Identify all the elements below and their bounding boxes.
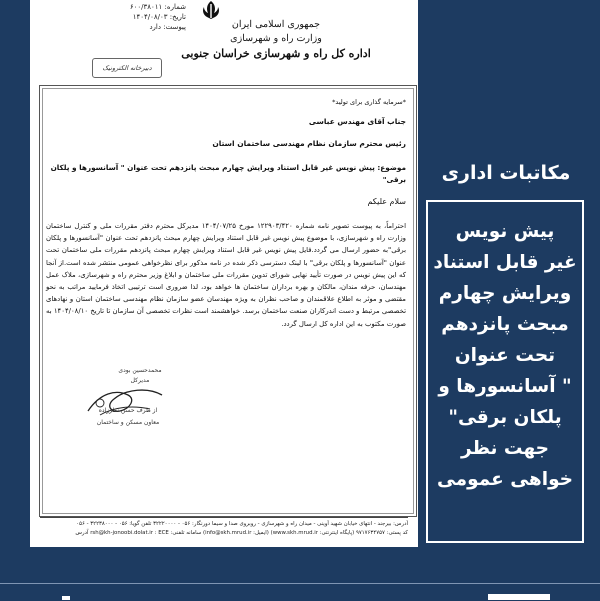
panel-line: ویرایش چهارم xyxy=(438,283,572,304)
panel-title: مکاتبات اداری xyxy=(441,162,571,184)
panel-line: مبحث پانزدهم xyxy=(441,314,569,335)
panel-line: پلکان برقی" xyxy=(448,407,562,428)
panel-line: پیش نویس xyxy=(455,221,555,242)
letter-attachment: پیوست: دارد xyxy=(149,23,186,31)
panel-line: جهت نظر xyxy=(460,438,550,459)
letter-paragraph: احتراماً، به پیوست تصویر نامه شماره ۱۲۲۹۰۳/۴۲۰ مورخ ۱۴۰۴/۰۷/۲۵ مدیرکل محترم دفتر مقررات ملی و کنترل ساختمان وزارت راه و شهرسازی، با موضوع پیش نویس غیر قابل استناد ویرایش چهارم مبحث پانزدهم تحت عنوان "آسانسورها و پلکان برقی"به حضور ارسال می گردد.فایل پیش نویس غیر قابل استناد ویرایش چهارم مبحث پانزدهم مقررات ملی ساختمان تحت عنوان "آسانسورها و پلکان برقی" با لینک دسترسی ذکر شده در نامه مذکور برای نظرخواهی عمومی منتشر شده است.از آنجا که این پیش نویس در صورت تأیید نهایی شورای تدوین مقررات ملی ساختمان و ابلاغ وزیر محترم راه و شهرسازی، ملاک عمل مهندسان، حرفه مندان، مالکان و بهره برداران ساختمان ها خواهد بود، لذا ضروری است ترتیبی اتخاذ فرمایید مراتب به نحو مقتضی و موثر به اطلاع علاقمندان و صاحب نظران به ویژه مهندسان عضو سازمان نظام مهندسی ساختمان استان و نهادهای تخصصی مرتبط و دست اندرکاران صنعت ساختمان برسد. خواهشمند است نظرات تخصصی آن سازمان تا تاریخ ۱۴۰۴/۰۸/۱۰ به صورت مکتوب به این اداره کل ارسال گردد. xyxy=(46,222,406,328)
panel-line: غیر قابل استناد xyxy=(433,252,577,273)
bottom-badge xyxy=(488,594,550,600)
footer-divider xyxy=(40,517,408,518)
signature-block xyxy=(70,365,190,435)
iran-emblem-icon xyxy=(198,0,224,20)
letter-footer xyxy=(40,520,408,538)
bottom-mark xyxy=(62,596,70,600)
panel-summary-text xyxy=(432,216,578,495)
panel-line: خواهی عمومی xyxy=(436,469,574,490)
org-line-republic: جمهوری اسلامی ایران xyxy=(231,19,321,30)
footer-contact: کد پستی: ۹۷۱۷۶۳۴۷۵۷ (پایگاه اینترنتی: www.skh.mrud.ir) (ایمیل: info@skh.mrud.ir) سامانه تلفنی: rsh@kh-jonoobi.dolat.ir : ECE آدرس xyxy=(75,530,408,536)
signer-name: محمدحسین بودی xyxy=(118,367,162,374)
secretariat-stamp: دبیرخانه الکترونیک xyxy=(92,58,162,78)
letter-body xyxy=(46,96,406,330)
letter-slogan: *سرمایه گذاری برای تولید* xyxy=(332,98,406,106)
letter-document xyxy=(30,0,418,547)
letter-subject: موضوع: پیش نویس غیر قابل استناد ویرایش چهارم مبحث پانزدهم تحت عنوان " آسانسورها و پلکان برقی" xyxy=(50,163,406,184)
panel-line: تحت عنوان xyxy=(454,345,556,366)
signer-role: مدیرکل xyxy=(130,377,150,384)
panel-line: " آسانسورها و xyxy=(438,376,572,397)
organization-name xyxy=(170,18,382,62)
letter-number: شماره: ۶۰۰/۳۸۰۱۱ xyxy=(129,3,186,11)
footer-address: آدرس: بیرجند - انتهای خیابان شهید آوینی - میدان راه و شهرسازی - روبروی صدا و سیما دورنگار: ۰۵۶ - ۳۲۲۲۰۰۰۰ تلفن گویا: ۰۵۶ - ۳۲۲۳۸۰۰۰ - ۰۵۶ xyxy=(76,521,408,527)
letter-date: تاریخ: ۱۴۰۴/۰۸/۰۳ xyxy=(132,13,186,21)
letter-header xyxy=(30,0,418,80)
recipient-title: رئیس محترم سازمان نظام مهندسی ساختمان استان xyxy=(212,139,406,148)
letter-meta xyxy=(56,2,186,32)
letter-greeting: سلام علیکم xyxy=(367,197,406,206)
org-line-directorate: اداره کل راه و شهرسازی خراسان جنوبی xyxy=(181,47,371,60)
org-line-ministry: وزارت راه و شهرسازی xyxy=(230,33,322,44)
signer-proxy: از طرف حسن نظرزاده xyxy=(98,407,158,414)
recipient-name: جناب آقای مهندس عباسی xyxy=(308,117,406,126)
signer-deputy: معاون مسکن و ساختمان xyxy=(96,419,160,426)
